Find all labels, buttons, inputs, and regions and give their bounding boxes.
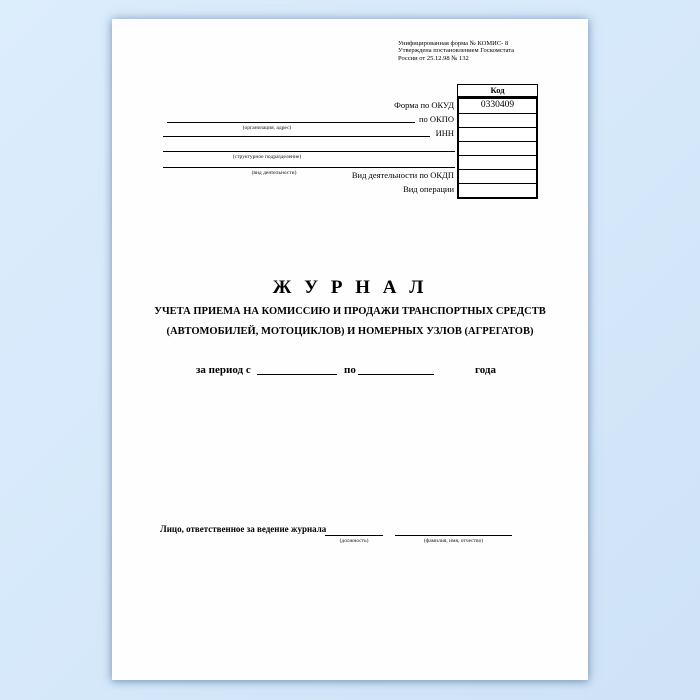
organization-line-2 — [163, 136, 430, 137]
label-inn: ИНН — [435, 128, 454, 138]
position-blank — [325, 535, 383, 536]
activity-caption: (вид деятельности) — [251, 170, 297, 176]
form-approval-line1: Унифицированная форма № КОМИС- 8 — [398, 40, 509, 47]
page-subtitle-1: УЧЕТА ПРИЕМА НА КОМИССИЮ И ПРОДАЖИ ТРАНСПОРТНЫХ СРЕДСТВ — [154, 306, 546, 317]
period-suffix: года — [475, 364, 496, 376]
activity-line — [163, 167, 455, 168]
organization-caption: (организация, адрес) — [242, 125, 292, 131]
page-title: Ж У Р Н А Л — [272, 277, 428, 298]
page-subtitle-2: (АВТОМОБИЛЕЙ, МОТОЦИКЛОВ) И НОМЕРНЫХ УЗЛОВ (АГРЕГАТОВ) — [166, 326, 534, 337]
code-cell-inn — [459, 127, 536, 141]
code-table — [457, 97, 538, 199]
period-prefix: за период с — [196, 364, 251, 376]
code-cell-empty2 — [459, 155, 536, 169]
form-approval-line2: Утверждена постановлением Госкомстата — [398, 47, 515, 55]
label-vid-operacii: Вид операции — [403, 184, 454, 194]
code-cell-empty1 — [459, 141, 536, 155]
period-to-blank — [358, 363, 434, 375]
responsible-person-label: Лицо, ответственное за ведение журнала — [160, 524, 327, 534]
subdivision-line — [163, 151, 455, 152]
document-page — [112, 19, 588, 680]
form-approval-note — [398, 40, 568, 62]
code-cell-okdp — [459, 169, 536, 183]
name-blank — [395, 535, 512, 536]
position-caption: (должность) — [339, 538, 369, 544]
organization-line — [167, 122, 415, 123]
code-cell-okpo — [459, 113, 536, 127]
period-middle: по — [344, 364, 356, 376]
code-cell-operation — [459, 183, 536, 197]
code-cell-okud: 0330409 — [480, 100, 515, 110]
label-forma-po-okud: Форма по ОКУД — [394, 100, 454, 110]
code-column-header: Код — [457, 84, 538, 97]
name-caption: (фамилия, имя, отчество) — [423, 538, 484, 544]
label-vid-deyatelnosti-okdp: Вид деятельности по ОКДП — [351, 170, 454, 180]
label-po-okpo: по ОКПО — [418, 114, 454, 124]
form-approval-line3: России от 25.12.98 № 132 — [398, 54, 469, 62]
period-from-blank — [257, 363, 337, 375]
subdivision-caption: (структурное подразделение) — [232, 154, 302, 160]
